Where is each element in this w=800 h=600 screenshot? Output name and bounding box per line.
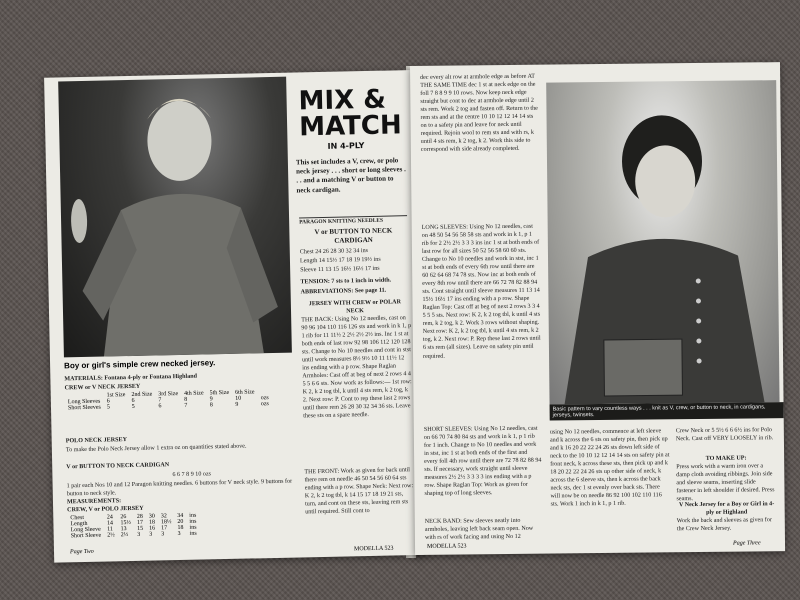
measurements-heading: MEASUREMENTS: bbox=[66, 498, 122, 506]
make-up-text: Press work with a warm iron over a damp cloth avoiding ribbings. Join side and sleeve seams, inserting slide fastener in left shoulder if desired. Press seams. bbox=[676, 463, 775, 503]
needles-label: PARAGON KNITTING NEEDLES bbox=[299, 215, 407, 227]
table-cell: 3 bbox=[177, 530, 181, 538]
size-header-cell: 2nd Size bbox=[131, 391, 153, 398]
cardigan-heading: V or BUTTON TO NECK CARDIGAN bbox=[66, 462, 170, 471]
polo-heading: POLO NECK JERSEY bbox=[65, 437, 128, 445]
table-cell: 14 bbox=[106, 520, 113, 527]
yarn-size-table bbox=[65, 389, 272, 411]
table-cell: 13 bbox=[120, 526, 127, 533]
table-cell: Chest bbox=[70, 515, 85, 522]
page-number-left: Page Two bbox=[69, 548, 94, 556]
table-cell: 15½ bbox=[120, 520, 131, 527]
table-cell: 6 bbox=[158, 403, 162, 410]
table-cell: Long Sleeves bbox=[67, 398, 101, 406]
footer-right: MODELLA 523 bbox=[427, 543, 467, 550]
table-cell: 8 bbox=[209, 402, 213, 409]
table-cell: 2½ bbox=[107, 532, 115, 539]
boy-figure-icon bbox=[58, 77, 292, 358]
table-cell: 18½ bbox=[160, 519, 172, 526]
left-page bbox=[44, 70, 424, 563]
table-cell: 26 bbox=[120, 514, 127, 521]
table-cell: Short Sleeve bbox=[70, 532, 102, 540]
neck-finish-text: Crew Neck or 5 5½ 6 6 6½ ins for Polo Neck. Cast off VERY LOOSELY in rib. bbox=[675, 427, 774, 443]
right-page bbox=[410, 62, 785, 555]
table-cell: ozs bbox=[260, 401, 269, 408]
table-cell: ins bbox=[189, 518, 197, 525]
polo-text: To make the Polo Neck Jersey allow 1 extra oz on quantities stated above. bbox=[65, 443, 247, 454]
table-cell: Length bbox=[70, 520, 88, 528]
chest-row: Chest 24 26 28 30 32 34 ins bbox=[299, 248, 369, 256]
table-cell: 11 bbox=[106, 526, 113, 533]
table-cell: 7 bbox=[158, 397, 162, 404]
table-cell: 9 bbox=[209, 396, 213, 403]
girl-photo bbox=[546, 80, 779, 404]
table-cell: Long Sleeve bbox=[70, 526, 101, 534]
girl-photo-caption: Basic pattern to vary countless ways . . . knit as V, crew, or button to neck, in cardigans, jerseys, twinsets. bbox=[550, 402, 784, 420]
intro-text: This set includes a V, crew, or polo neck jersey . . . short or long sleeves . . . and a matching V or button to neck cardigan. bbox=[295, 156, 406, 195]
vneck-text: Work the back and sleeves as given for the Crew Neck Jersey. bbox=[676, 517, 772, 533]
cardigan-yarn-sizes: 6 6 7 8 9 10 ozs bbox=[172, 471, 212, 479]
tension-text: TENSION: 7 sts to 1 inch in width. bbox=[300, 277, 392, 286]
table-cell: 24 bbox=[106, 514, 113, 521]
jersey-heading: JERSEY WITH CREW or POLAR NECK bbox=[308, 299, 402, 315]
front-instructions: THE FRONT: Work as given for back until there rem on needle 46 50 54 56 60 64 sts ending with a p row. Shape Neck: Next row: K 2, k 2 tog tbl, k 14 15 17 18 19 21 sts, turn, and cont on these sts, leaving rem sts until required. Still cont to bbox=[304, 467, 414, 516]
abbreviations-text: ABBREVIATIONS: See page 11. bbox=[300, 287, 387, 296]
page-number-right: Page Three bbox=[732, 540, 761, 547]
table-cell: 7 bbox=[184, 402, 188, 409]
table-cell: 2½ bbox=[120, 532, 129, 539]
boy-photo bbox=[58, 77, 292, 358]
size-header-cell: 1st Size bbox=[106, 392, 126, 399]
size-header-cell: 3rd Size bbox=[158, 391, 179, 398]
table-cell: 5 bbox=[106, 404, 110, 411]
table-cell: 10 bbox=[235, 395, 242, 402]
size-header-cell: 6th Size bbox=[235, 389, 255, 396]
measurements-sub: CREW, V or POLO JERSEY bbox=[67, 505, 144, 514]
crew-v-heading: CREW or V NECK JERSEY bbox=[64, 383, 141, 392]
table-cell: Short Sleeves bbox=[67, 404, 101, 412]
make-up-heading: TO MAKE UP: bbox=[705, 455, 747, 462]
table-cell: 20 bbox=[177, 518, 184, 526]
boy-photo-caption: Boy or girl's simple crew necked jersey. bbox=[64, 358, 216, 371]
front-continued-text: dec every alt row at armhole edge as before AT THE SAME TIME dec 1 st at neck edge on the foll 7 8 8 9 9 10 rows. Now keep neck edge straight but cont to dec at armhole edge until 2 sts rem. Work 2 tog and fasten off. Return to the rem sts and at the centre 10 10 12 12 14 14 sts on to a safety pin and leave for neck until required. Rejoin wool to rem sts and with rs, k until 4 sts rem, k 2 tog, k 2. Work this side to correspond with side already completed. bbox=[420, 73, 538, 154]
table-cell: 28 bbox=[136, 513, 143, 520]
materials-text: MATERIALS: Fontana 4-ply or Fontana Highland bbox=[64, 373, 198, 383]
table-cell: 6 bbox=[106, 398, 110, 405]
girl-figure-icon bbox=[546, 80, 779, 404]
measurements-table bbox=[67, 513, 199, 540]
table-cell: 17 bbox=[160, 525, 168, 532]
table-cell: ins bbox=[189, 512, 197, 519]
table-cell: 34 bbox=[177, 512, 184, 520]
cardigan-text: 1 pair each Nos 10 and 12 Paragon knitting needles. 6 buttons for V neck style. 9 buttons for button to neck style. bbox=[66, 478, 293, 498]
short-sleeves-text: SHORT SLEEVES: Using No 12 needles, cast on 66 70 74 80 84 sts and work in k 1, p 1 rib for 1 inch. Change to No 10 needles and work in stst, inc 1 st at both ends of the first and every foll 4th row until there are 72 78 82 88 94 sts. If necessary, work straight until sleeve measures 2½ 2½ 3 3 3 3 ins ending with a p row. Shape Raglan Top: Work as given for shaping top of long sleeves. bbox=[423, 425, 542, 498]
neck-band-continued: using No 12 needles, commence at left sleeve and k across the 6 sts on safety pin, then pick up and k 16 20 22 22 24 26 sts down left side of neck to the 10 10 12 12 14 14 sts on safety pin at front neck, k across these sts, then pick up and k 18 20 22 22 24 26 sts up other side of neck, k across the 6 sleeve sts, then k across the back neck sts, dec 1 st evenly over back sts. There will now be on needle 86 92 100 102 110 116 sts. Work 1 inch in k 1, p 1 rib. bbox=[549, 428, 670, 508]
size-header-cell: 5th Size bbox=[209, 389, 230, 397]
title-subtitle: IN 4-PLY bbox=[327, 141, 365, 151]
table-cell: 17 bbox=[136, 519, 143, 526]
back-instructions: THE BACK: Using No 12 needles, cast on 90 96 104 110 116 126 sts and work in k 1, p 1 rib for 11 11½ 2 2½ 2½ 2½ ins. Inc 1 st at both ends of last row 92 98 106 112 120 128 sts. Change to No 10 needles and cont in stst until work measures 8½ 9½ 10 11 11½ 12 ins ending with a p row. Shape Raglan Armholes: Cast off at beg of next 2 rows 4 4 5 5 6 6 sts. Now work as follows:— 1st row: K 2, k 2 tog tbl, k until 4 sts rem, k 2 tog, k 2. Next row: P. Cont to rep these last 2 rows until there rem 26 28 30 32 34 36 sts. Leave these sts on a spare needle. bbox=[301, 315, 412, 420]
table-cell: ins bbox=[189, 530, 197, 537]
table-cell: 32 bbox=[160, 513, 167, 520]
table-cell: 5 bbox=[131, 403, 135, 410]
table-cell: 18 bbox=[148, 519, 155, 526]
table-cell: 6 bbox=[131, 397, 135, 404]
length-row: Length 14 15½ 17 18 19 19½ ins bbox=[299, 256, 381, 265]
vneck-heading: V Neck Jersey for a Boy or Girl in 4-ply or Highland bbox=[678, 501, 775, 516]
table-cell: 16 bbox=[148, 525, 156, 532]
table-cell: 9 bbox=[235, 401, 239, 408]
table-cell: 8 bbox=[184, 396, 188, 403]
table-cell: 18 bbox=[177, 524, 184, 532]
title-match: MATCH bbox=[298, 110, 403, 143]
table-cell: 30 bbox=[148, 513, 155, 520]
footer-left: MODELLA 523 bbox=[353, 545, 394, 553]
size-header-cell: 4th Size bbox=[184, 390, 204, 397]
long-sleeves-text: LONG SLEEVES: Using No 12 needles, cast on 48 50 54 56 58 58 sts and work in k 1, p 1 rib for 2 2½ 2½ 3 3 3 ins inc 1 st at both ends of last row for all sizes 50 52 56 58 60 60 sts. Change to No 10 needles and work in stst, inc 1 st at both ends of every 6th row until there are 60 62 64 68 74 78 sts. Now inc at both ends of every 8th row until there are 66 72 78 82 88 94 sts. Cont straight until sleeve measures 11 13 14 15½ 16½ 17 ins ending with a p row. Shape Raglan Top: Cast off at beg of next 2 rows 3 3 4 5 5 5 sts. Next row: K 2, k 2 tog tbl, k until 4 sts rem, k 2 tog, k 2. Work 3 rows without shaping. Next row: K 2, k 2 tog tbl, k until 4 sts rem, k 2 tog, k 2. Next row: P. Rep these last 2 rows until 6 sts rem (all sizes). Leave on safety pin until required. bbox=[421, 223, 541, 360]
table-cell: ozs bbox=[260, 395, 269, 402]
table-cell: 3 bbox=[161, 531, 165, 538]
table-cell: 3 bbox=[149, 531, 153, 538]
neck-band-text: NECK BAND: Sew sleeves neatly into armholes, leaving left back seam open. Now with rs of work facing and using No 12 bbox=[424, 517, 534, 541]
cardigan-sizes-heading: V or BUTTON TO NECK CARDIGAN bbox=[314, 226, 393, 245]
sleeve-row: Sleeve 11 13 15 16½ 16½ 17 ins bbox=[300, 265, 380, 274]
title-mix: MIX & bbox=[298, 84, 387, 117]
table-cell: 3 bbox=[137, 531, 141, 538]
table-cell: 15 bbox=[136, 525, 144, 532]
table-cell: ins bbox=[189, 524, 197, 531]
